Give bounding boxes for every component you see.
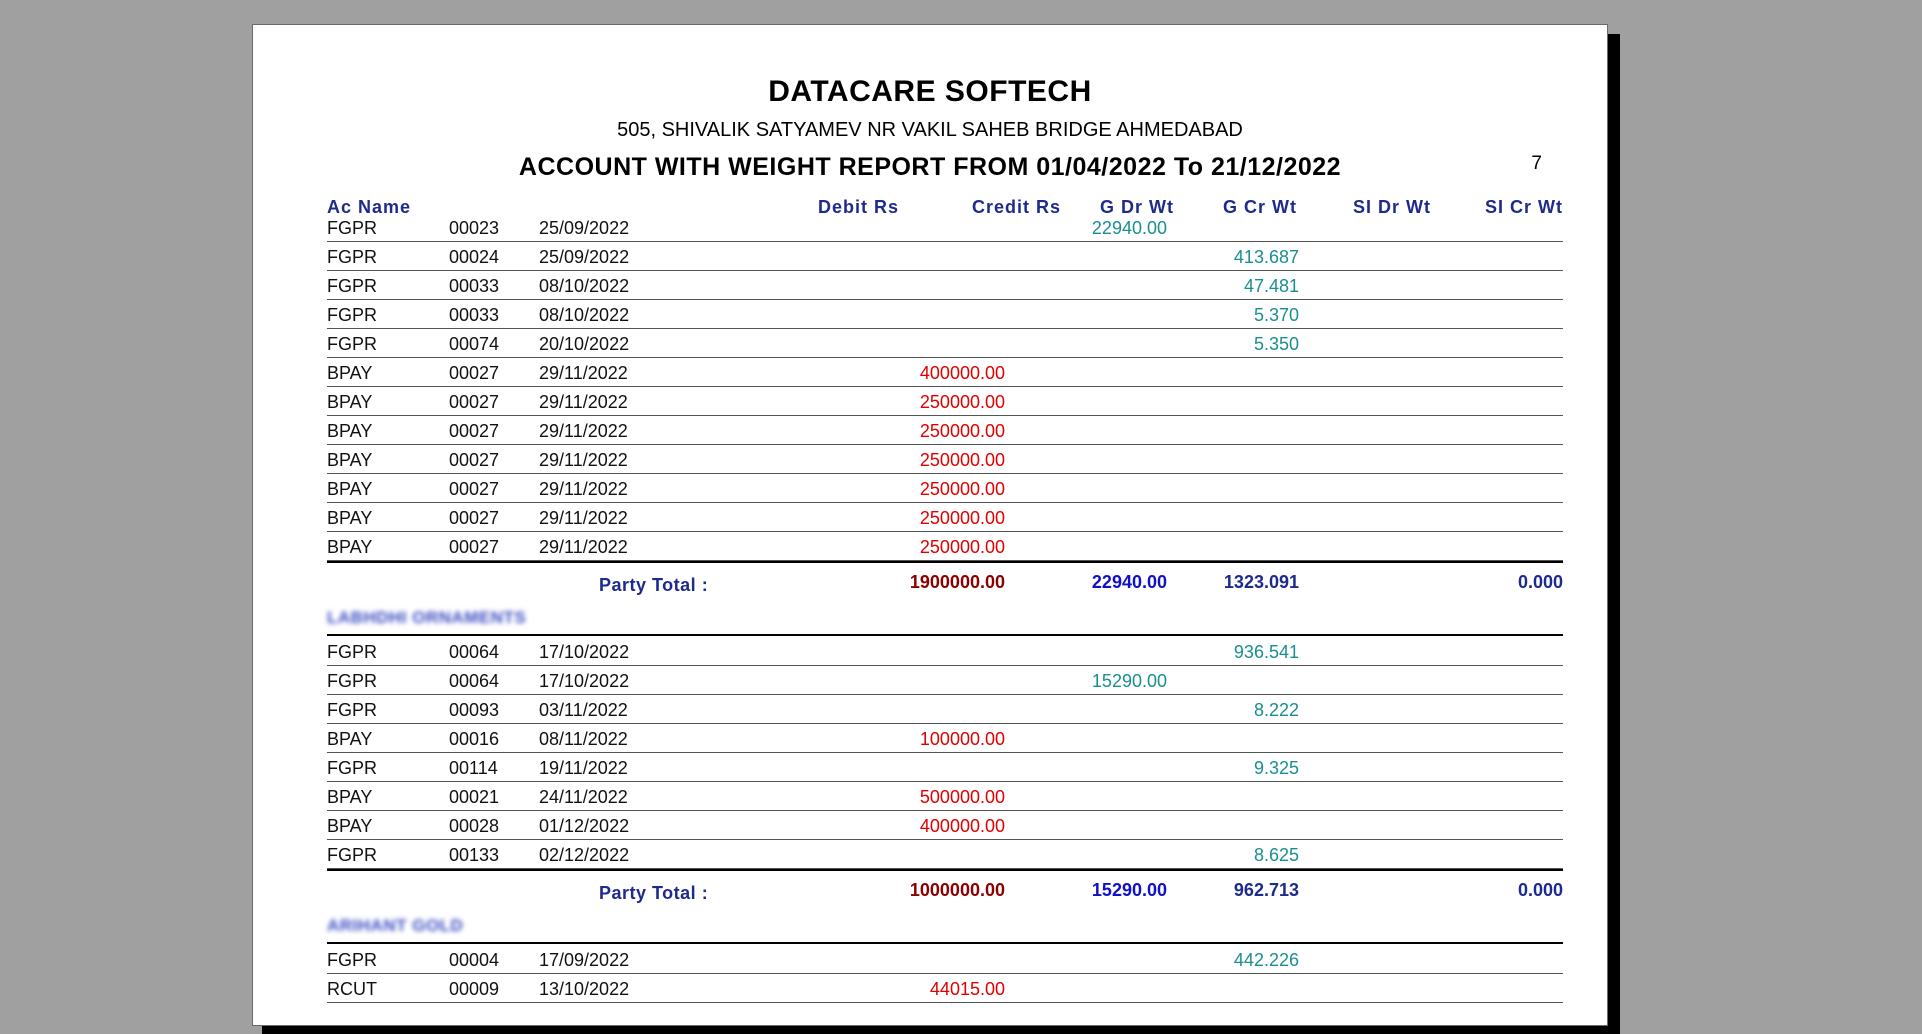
page-number: 7 — [1531, 153, 1542, 174]
table-row — [327, 531, 1563, 561]
party-name: ARIHANT GOLD — [327, 916, 464, 935]
col-header-si-dr-wt: SI Dr Wt — [1353, 197, 1431, 217]
debit-amount: 250000.00 — [919, 508, 1005, 528]
table-row — [327, 752, 1563, 782]
table-row — [327, 299, 1563, 329]
voucher-date: 29/11/2022 — [539, 479, 628, 499]
voucher-number: 00024 — [449, 247, 500, 267]
company-address: 505, SHIVALIK SATYAMEV NR VAKIL SAHEB BRIDGE AHMEDABAD — [617, 119, 1243, 141]
voucher-date: 08/11/2022 — [539, 729, 628, 749]
voucher-number: 00027 — [449, 508, 500, 528]
table-row — [327, 665, 1563, 695]
voucher-number: 00114 — [449, 758, 498, 778]
col-header-credit: Credit Rs — [971, 197, 1061, 217]
table-row — [327, 502, 1563, 532]
voucher-date: 13/10/2022 — [539, 979, 630, 999]
table-row — [327, 473, 1563, 503]
voucher-type: BPAY — [327, 729, 373, 749]
voucher-type: FGPR — [327, 218, 378, 238]
g-cr-weight: 442.226 — [1233, 950, 1299, 970]
voucher-type: FGPR — [327, 247, 378, 267]
report-page — [252, 24, 1608, 1026]
party-header — [327, 604, 1563, 636]
debit-amount: 100000.00 — [919, 729, 1005, 749]
col-header-g-dr-wt: G Dr Wt — [1100, 197, 1174, 217]
total-g-cr-weight: 962.713 — [1233, 880, 1299, 900]
total-credit: 15290.00 — [1091, 880, 1167, 900]
voucher-date: 29/11/2022 — [539, 508, 628, 528]
voucher-date: 29/11/2022 — [539, 421, 628, 441]
voucher-type: FGPR — [327, 334, 378, 354]
table-row — [327, 781, 1563, 811]
party-header — [327, 912, 1563, 944]
voucher-number: 00021 — [449, 787, 500, 807]
voucher-number: 00033 — [449, 305, 500, 325]
voucher-type: FGPR — [327, 305, 378, 325]
table-row — [327, 810, 1563, 840]
voucher-number: 00027 — [449, 392, 500, 412]
voucher-number: 00027 — [449, 450, 500, 470]
voucher-type: FGPR — [327, 276, 378, 296]
voucher-date: 29/11/2022 — [539, 537, 628, 557]
total-debit: 1000000.00 — [909, 880, 1005, 900]
table-row — [327, 241, 1563, 271]
col-header-g-cr-wt: G Cr Wt — [1223, 197, 1297, 217]
voucher-number: 00064 — [449, 671, 500, 691]
table-row — [327, 944, 1563, 974]
debit-amount: 250000.00 — [919, 421, 1005, 441]
table-row — [327, 212, 1563, 242]
voucher-number: 00028 — [449, 816, 500, 836]
voucher-type: BPAY — [327, 508, 373, 528]
voucher-number: 00027 — [449, 537, 500, 557]
voucher-date: 25/09/2022 — [539, 247, 630, 267]
g-cr-weight: 9.325 — [1253, 758, 1299, 778]
voucher-date: 17/10/2022 — [539, 671, 630, 691]
g-cr-weight: 47.481 — [1243, 276, 1299, 296]
voucher-type: FGPR — [327, 950, 378, 970]
total-si-cr-weight: 0.000 — [1517, 880, 1563, 900]
voucher-date: 03/11/2022 — [539, 700, 628, 720]
voucher-date: 24/11/2022 — [539, 787, 628, 807]
voucher-number: 00027 — [449, 421, 500, 441]
voucher-date: 17/09/2022 — [539, 950, 630, 970]
party-name: LABHDHI ORNAMENTS — [327, 608, 527, 627]
voucher-number: 00064 — [449, 642, 500, 662]
voucher-date: 29/11/2022 — [539, 450, 628, 470]
table-row — [327, 973, 1563, 1003]
credit-amount: 22940.00 — [1091, 218, 1167, 238]
table-row — [327, 386, 1563, 416]
voucher-type: BPAY — [327, 816, 373, 836]
voucher-date: 17/10/2022 — [539, 642, 630, 662]
voucher-date: 29/11/2022 — [539, 392, 628, 412]
party-total-label: Party Total : — [599, 575, 709, 595]
voucher-type: BPAY — [327, 450, 373, 470]
voucher-type: FGPR — [327, 642, 378, 662]
voucher-number: 00033 — [449, 276, 500, 296]
voucher-type: FGPR — [327, 700, 378, 720]
voucher-type: BPAY — [327, 787, 373, 807]
table-row — [327, 839, 1563, 869]
table-row — [327, 694, 1563, 724]
voucher-type: FGPR — [327, 758, 378, 778]
debit-amount: 250000.00 — [919, 479, 1005, 499]
table-row — [327, 415, 1563, 445]
col-header-debit: Debit Rs — [817, 197, 899, 217]
voucher-number: 00023 — [449, 218, 500, 238]
voucher-date: 19/11/2022 — [539, 758, 628, 778]
voucher-number: 00133 — [449, 845, 500, 865]
total-g-cr-weight: 1323.091 — [1223, 572, 1299, 592]
table-row — [327, 636, 1563, 666]
voucher-type: BPAY — [327, 479, 373, 499]
voucher-number: 00009 — [449, 979, 500, 999]
table-row — [327, 357, 1563, 387]
company-name: DATACARE SOFTECH — [768, 75, 1092, 108]
total-si-cr-weight: 0.000 — [1517, 572, 1563, 592]
voucher-number: 00027 — [449, 363, 500, 383]
voucher-number: 00093 — [449, 700, 500, 720]
voucher-type: FGPR — [327, 671, 378, 691]
table-row — [327, 723, 1563, 753]
debit-amount: 250000.00 — [919, 537, 1005, 557]
voucher-type: BPAY — [327, 421, 373, 441]
debit-amount: 250000.00 — [919, 450, 1005, 470]
voucher-date: 02/12/2022 — [539, 845, 630, 865]
voucher-date: 29/11/2022 — [539, 363, 628, 383]
col-header-si-cr-wt: SI Cr Wt — [1485, 197, 1563, 217]
voucher-type: FGPR — [327, 845, 378, 865]
voucher-type: BPAY — [327, 537, 373, 557]
total-credit: 22940.00 — [1091, 572, 1167, 592]
table-row — [327, 270, 1563, 300]
voucher-number: 00027 — [449, 479, 500, 499]
party-total-row — [327, 561, 1563, 593]
credit-amount: 15290.00 — [1091, 671, 1167, 691]
debit-amount: 500000.00 — [919, 787, 1005, 807]
voucher-date: 25/09/2022 — [539, 218, 630, 238]
report-title: ACCOUNT WITH WEIGHT REPORT FROM 01/04/2022 To 21/12/2022 — [518, 153, 1342, 181]
total-debit: 1900000.00 — [909, 572, 1005, 592]
debit-amount: 44015.00 — [929, 979, 1005, 999]
party-total-label: Party Total : — [599, 883, 709, 903]
voucher-date: 08/10/2022 — [539, 276, 630, 296]
debit-amount: 250000.00 — [919, 392, 1005, 412]
table-row — [327, 444, 1563, 474]
col-header-ac-name: Ac Name — [327, 197, 412, 217]
party-total-row — [327, 869, 1563, 901]
debit-amount: 400000.00 — [919, 816, 1005, 836]
voucher-date: 01/12/2022 — [539, 816, 630, 836]
table-row — [327, 328, 1563, 358]
voucher-type: BPAY — [327, 363, 373, 383]
g-cr-weight: 5.370 — [1253, 305, 1299, 325]
debit-amount: 400000.00 — [919, 363, 1005, 383]
g-cr-weight: 8.625 — [1253, 845, 1299, 865]
voucher-date: 20/10/2022 — [539, 334, 630, 354]
voucher-number: 00004 — [449, 950, 500, 970]
g-cr-weight: 8.222 — [1253, 700, 1299, 720]
voucher-type: BPAY — [327, 392, 373, 412]
voucher-date: 08/10/2022 — [539, 305, 630, 325]
voucher-number: 00016 — [449, 729, 500, 749]
voucher-type: RCUT — [327, 979, 377, 999]
voucher-number: 00074 — [449, 334, 500, 354]
g-cr-weight: 5.350 — [1253, 334, 1299, 354]
g-cr-weight: 936.541 — [1233, 642, 1299, 662]
g-cr-weight: 413.687 — [1233, 247, 1299, 267]
